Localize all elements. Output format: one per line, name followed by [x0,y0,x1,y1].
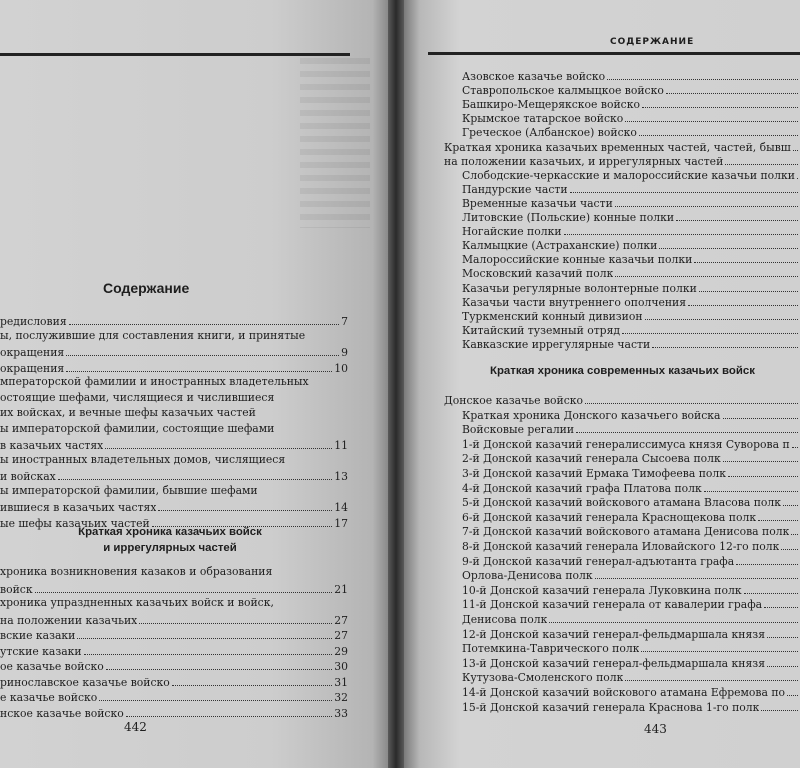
dot-leader [66,360,332,372]
dot-leader [639,124,798,136]
toc-entry [462,421,800,436]
dot-leader [77,627,332,639]
toc-entry-text: ые шефы казачьих частей [0,516,150,530]
dot-leader [645,308,798,320]
toc-entry [0,329,348,342]
toc-entry-page: 11 [334,439,348,452]
dot-leader [549,611,798,623]
page-number-right: 443 [644,722,667,736]
top-rule-left [0,53,350,56]
toc-entry-text: 8-й Донской казачий генерала Иловайского 12-го полк [462,540,780,553]
toc-entry-text: Литовские (Польские) конные полки [462,211,675,224]
dot-leader [69,313,339,325]
dot-leader [767,655,798,667]
toc-entry-text: Башкиро-Мещерякское войско [462,98,640,112]
book-spine [388,0,404,768]
toc-entry [462,251,800,266]
toc-entry-text: ы императорской фамилии, состоящие шефами [0,421,275,435]
toc-entry [462,167,800,182]
toc-entry [462,450,800,465]
toc-entry [462,294,800,309]
toc-entry [462,124,800,139]
toc-entry [0,581,348,596]
left-page [0,0,388,768]
dot-leader [615,195,798,207]
toc-entry-text: Слободские-черкасские и малороссийские казачьи полки [462,168,795,182]
dot-leader [595,567,798,579]
toc-entry-page: 7 [341,315,348,328]
dot-leader [723,407,799,419]
toc-entry-text: е казачье войско [0,691,98,704]
toc-entry [462,223,800,238]
dot-leader [615,265,798,277]
toc-entry-text: утские казаки [0,644,82,658]
toc-entry [462,181,800,196]
toc-entry [0,468,348,483]
toc-entry [0,360,348,375]
toc-entry-text: 12-й Донской казачий генерал-фельдмаршала князя [462,627,766,641]
running-head: СОДЕРЖАНИЕ [610,37,695,47]
right-page [404,0,800,768]
toc-entry-text: ы императорской фамилии, бывшие шефами [0,483,258,497]
dot-leader [787,684,798,696]
dot-leader [106,658,333,670]
toc-entry [0,499,348,514]
toc-entry [462,195,800,210]
toc-entry [0,375,348,388]
dot-leader [172,674,332,686]
dot-leader [764,596,798,608]
toc-entry-page: 10 [334,361,348,375]
toc-entry-text: Калмыцкие (Астраханские) полки [462,239,658,253]
dot-leader [625,669,798,681]
toc-entry [0,565,348,578]
dot-leader [58,468,333,480]
toc-entry-text: Ставропольское калмыцкое войско [462,84,664,98]
toc-entry-text: Греческое (Албанское) войско [462,126,637,140]
toc-entry-text: на положении казачьих [0,613,138,627]
toc-entry-page: 27 [334,613,348,627]
dot-leader [792,436,798,448]
dot-leader [694,251,798,263]
toc-entry-text: ое казачье войско [0,660,104,673]
toc-entry [0,391,348,404]
toc-entry [462,553,800,568]
toc-entry [462,407,800,422]
toc-entry-text: 7-й Донской казачий войскового атамана Денисова полк [462,525,790,539]
toc-entry-text: 2-й Донской казачий генерала Сысоева полк [462,452,721,466]
dot-leader [139,612,332,624]
dot-leader [99,689,332,701]
toc-entry-text: 11-й Донской казачий генерала от кавалерии графа [462,598,763,612]
toc-entry-text: в казачьих частях [0,439,104,452]
toc-entry [462,436,800,451]
dot-leader [570,181,798,193]
toc-entry-text: Туркменский конный дивизион [462,309,643,323]
toc-entry [0,658,348,673]
dot-leader [576,421,798,433]
dot-leader [676,209,798,221]
toc-entry-page: 30 [334,660,348,673]
toc-entry-text: хроника упраздненных казачьих войск и войск, [0,596,274,609]
dot-leader [158,499,332,511]
dot-leader [791,523,798,535]
toc-entry-page: 31 [334,675,348,689]
dot-leader [704,480,798,492]
toc-entry-text: остоящие шефами, числящиеся и числившиеся [0,390,275,404]
dot-leader [66,344,339,356]
toc-entry-text: Китайский туземный отряд [462,323,621,337]
dot-leader [652,336,798,348]
toc-entry-text: 14-й Донской казачий войскового атамана Ефремова по [462,686,786,699]
toc-entry [0,689,348,704]
toc-entry-text: 13-й Донской казачий генерал-фельдмаршала князя [462,656,766,670]
toc-entry [462,237,800,252]
toc-entry [0,627,348,642]
dot-leader [625,110,798,122]
toc-entry [0,596,348,609]
toc-entry-text: 9-й Донской казачий генерал-адъютанта графа [462,554,735,568]
dot-leader [105,437,332,449]
dot-leader [152,515,333,527]
toc-entry-text: 5-й Донской казачий войскового атамана Власова полк [462,496,782,510]
toc-entry-text: войск [0,582,33,596]
dot-leader [783,494,798,506]
toc-entry-page: 29 [334,644,348,658]
toc-entry [462,265,800,280]
page-number-left: 442 [124,720,147,734]
toc-entry [462,669,800,684]
toc-entry-page: 17 [334,516,348,530]
toc-entry-page: 27 [334,629,348,642]
toc-entry [0,313,348,328]
bleed-through-text [300,58,370,228]
toc-entry-text: Потемкина-Таврического полк [462,642,640,656]
toc-entry-text: Орлова-Денисова полк [462,569,593,583]
right-section-heading: Краткая хроника современных казачьих войск [490,365,755,377]
toc-entry-text: нское казачье войско [0,706,124,720]
dot-leader [126,705,333,717]
toc-title: Содержание [103,280,190,296]
toc-entry [462,611,800,626]
toc-entry-text: Временные казачьи части [462,196,613,210]
toc-entry-page: 14 [334,501,348,514]
dot-leader [744,582,798,594]
toc-entry-text: 3-й Донской казачий Ермака Тимофеева полк [462,467,727,480]
toc-entry [462,538,800,553]
toc-entry [0,437,348,452]
toc-entry [462,308,800,323]
toc-entry-text: 15-й Донской казачий генерала Краснова 1-го полк [462,700,760,714]
dot-leader [666,82,798,94]
toc-entry-text: Краткая хроника Донского казачьего войска [462,408,721,422]
dot-leader [564,223,798,235]
toc-entry [444,153,800,168]
toc-entry [0,422,348,435]
toc-entry [462,640,800,655]
dot-leader [659,237,798,249]
toc-entry-page: 33 [334,706,348,720]
toc-entry-text: Ногайские полки [462,225,562,239]
toc-entry-text: Денисова полк [462,613,548,626]
toc-entry-text: 4-й Донской казачий графа Платова полк [462,481,702,495]
dot-leader [607,68,798,80]
toc-entry-text: Московский казачий полк [462,267,614,281]
toc-entry-text: их войсках, и вечные шефы казачьих частей [0,406,256,419]
toc-entry-text: 6-й Донской казачий генерала Краснощекова полк [462,510,757,524]
toc-entry [0,674,348,689]
toc-entry-text: Пандурские части [462,182,568,196]
toc-entry [0,612,348,627]
dot-leader [585,392,798,404]
toc-entry-text: мператорской фамилии и иностранных владетельных [0,375,309,388]
toc-entry [462,523,800,538]
toc-entry [444,139,800,154]
dot-leader [35,581,333,593]
toc-entry [462,567,800,582]
toc-entry [0,643,348,658]
dot-leader [797,167,798,179]
toc-entry [462,655,800,670]
dot-leader [761,699,798,711]
toc-entry-text: Крымское татарское войско [462,112,624,126]
toc-entry [462,699,800,714]
toc-entry-text: 1-й Донской казачий генералиссимуса князя Суворова п [462,437,790,451]
dot-leader [767,626,798,638]
dot-leader [736,553,798,565]
toc-entry [462,596,800,611]
toc-entry-page: 13 [334,470,348,483]
toc-entry [462,494,800,509]
dot-leader [723,450,798,462]
toc-entry-text: Кавказские иррегулярные части [462,337,651,351]
toc-entry-text: Казачьи части внутреннего ополчения [462,295,687,309]
toc-entry-text: ринославское казачье войско [0,675,170,689]
toc-entry-text: на положении казачьих, и иррегулярных частей [444,154,724,168]
toc-entry [462,82,800,97]
toc-entry [462,209,800,224]
toc-entry [462,110,800,125]
dot-leader [699,280,798,292]
toc-entry [462,96,800,111]
toc-entry-text: ы, послужившие для составления книги, и принятые [0,328,306,342]
toc-entry [462,465,800,480]
toc-entry [462,322,800,337]
toc-entry-text: окращения [0,361,65,375]
dot-leader [725,153,798,165]
toc-entry-text: окращения [0,346,65,359]
toc-entry-text: Войсковые регалии [462,423,575,437]
dot-leader [84,643,333,655]
toc-entry-text: хроника возникновения казаков и образования [0,565,273,578]
dot-leader [622,322,798,334]
dot-leader [728,465,798,477]
toc-entry-text: редисловия [0,315,67,328]
toc-entry [0,484,348,497]
toc-entry-text: Краткая хроника казачьих временных частей, частей, бывш [444,140,791,154]
toc-entry [462,480,800,495]
toc-entry [462,684,800,699]
toc-entry-text: ившиеся в казачьих частях [0,501,157,514]
dot-leader [641,640,798,652]
dot-leader [758,509,798,521]
toc-entry-text: Донское казачье войско [444,394,584,407]
toc-entry [0,406,348,419]
toc-entry-text: Казачьи регулярные волонтерные полки [462,281,697,295]
toc-entry-text: Малороссийские конные казачьи полки [462,253,693,267]
toc-entry [0,453,348,466]
toc-entry-page: 32 [334,691,348,704]
dot-leader [642,96,798,108]
toc-entry [462,626,800,641]
dot-leader [688,294,798,306]
toc-entry-text: Азовское казачье войско [462,70,606,83]
toc-entry [462,582,800,597]
top-rule-right [428,52,800,55]
toc-entry [0,705,348,720]
toc-entry-page: 9 [341,346,348,359]
toc-entry-text: Кутузова-Смоленского полк [462,671,624,685]
toc-entry [444,392,800,407]
toc-entry-page: 21 [334,582,348,596]
left-section-heading-line2: и иррегулярных частей [103,542,237,554]
toc-entry-text: вские казаки [0,629,76,642]
toc-entry [0,344,348,359]
dot-leader [793,139,798,151]
left-section-heading-line1: Краткая хроника казачьих войск [78,526,262,538]
toc-entry [462,68,800,83]
dot-leader [781,538,798,550]
toc-entry [462,280,800,295]
toc-entry-text: и войсках [0,470,56,483]
toc-entry-text: 10-й Донской казачий генерала Луковкина полк [462,583,742,597]
toc-entry-text: ы иностранных владетельных домов, числящиеся [0,452,286,466]
toc-entry [462,336,800,351]
toc-entry [462,509,800,524]
